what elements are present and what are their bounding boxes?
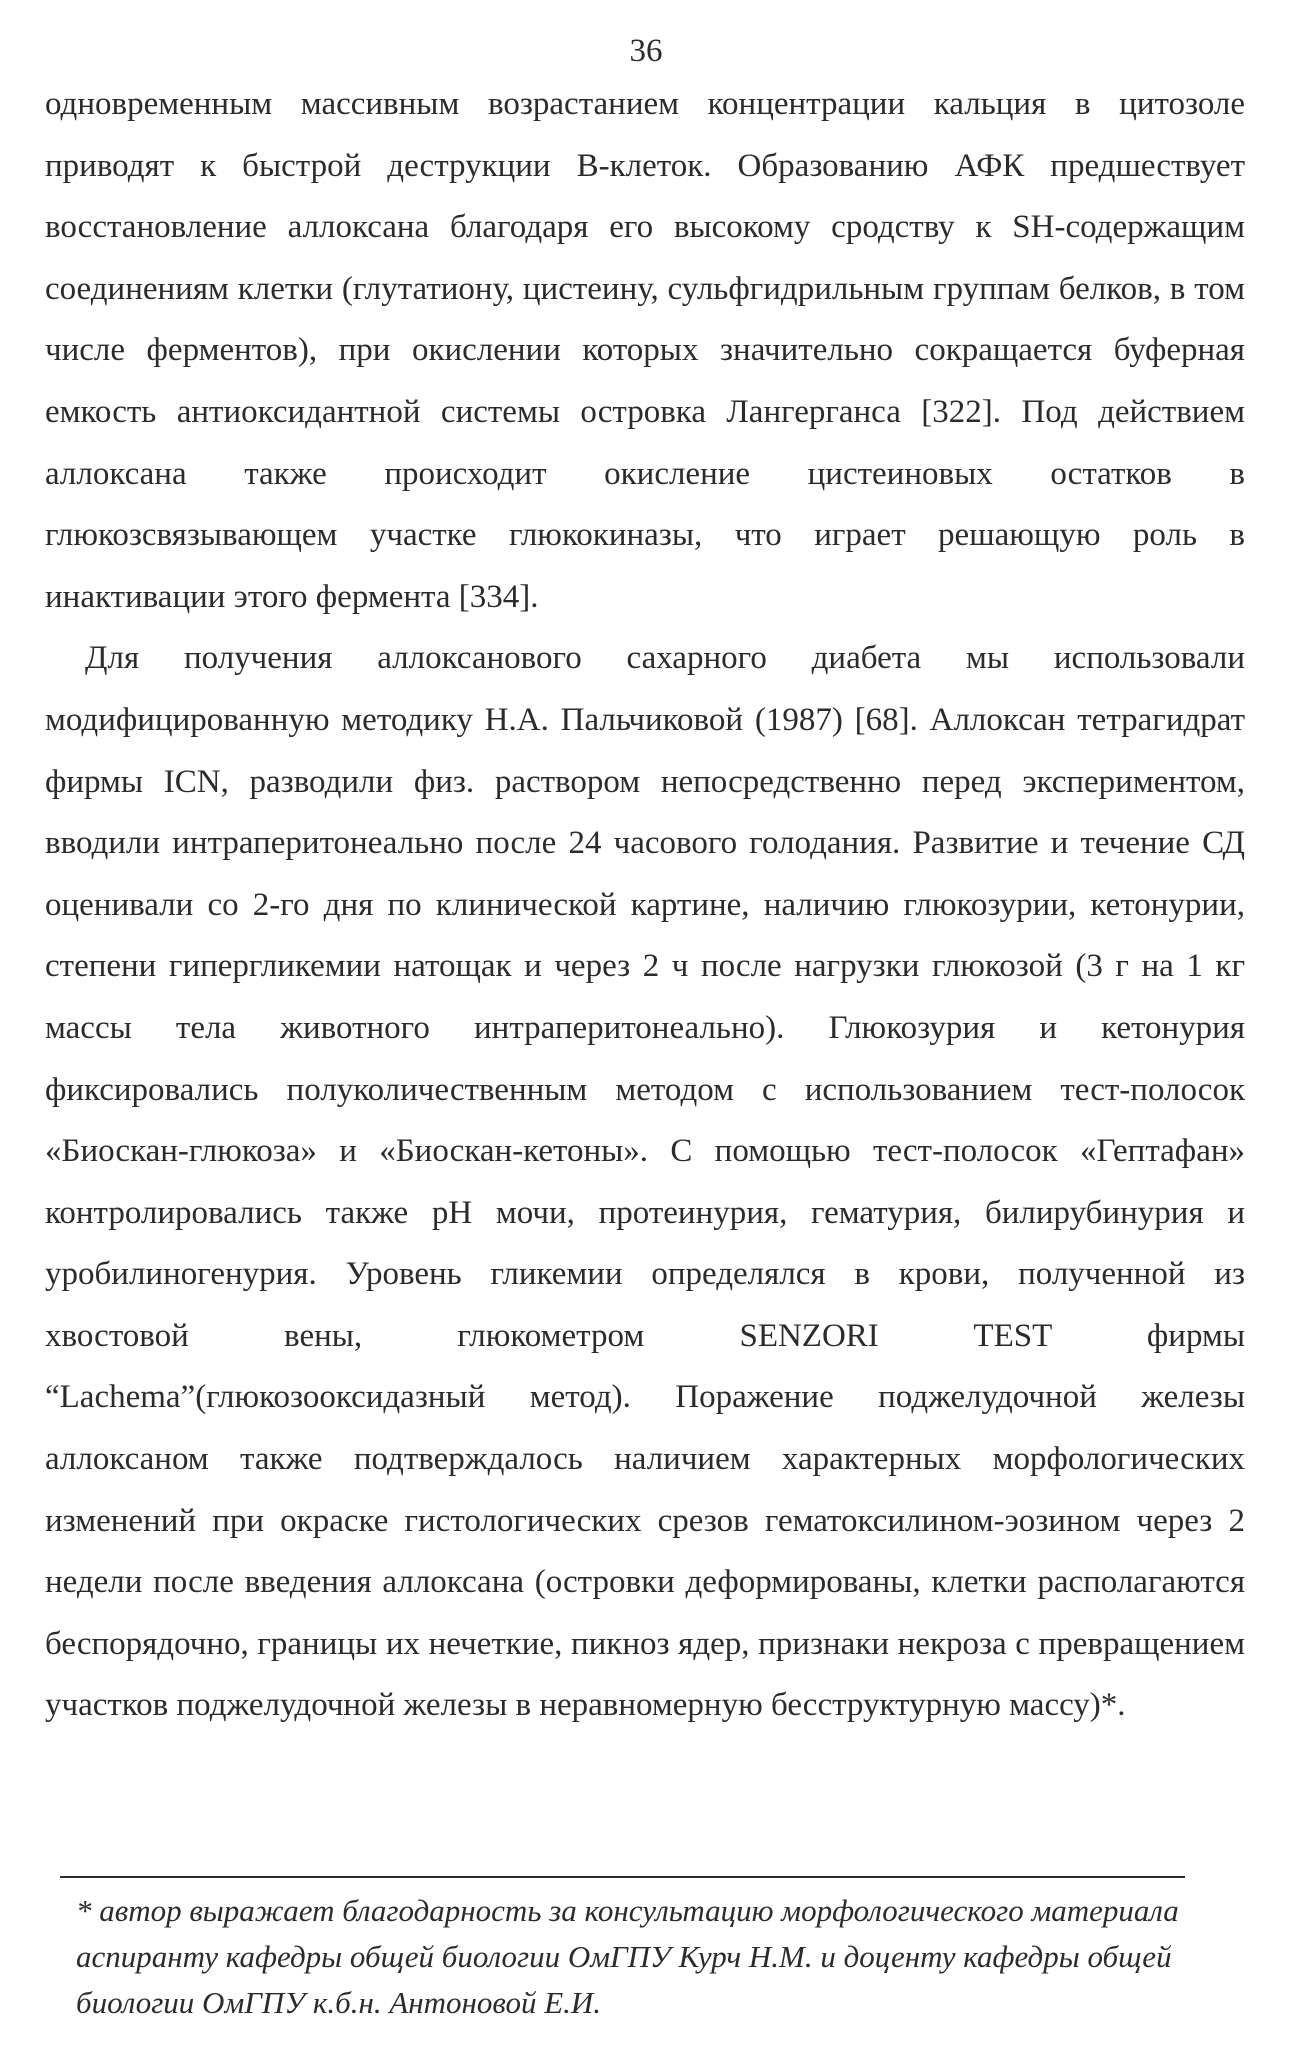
footnote: * автор выражает благодарность за консультацию морфологического материала аспиранту кафедры общей биологии ОмГПУ Курч Н.М. и доценту кафедры общей биологии ОмГПУ к.б.н. Антоновой Е.И. [76, 1893, 1179, 2020]
paragraph-2: Для получения аллоксанового сахарного диабета мы использовали модифицированную методику Н.А. Пальчиковой (1987) [68]. Аллоксан тетрагидрат фирмы ICN, разводили физ. раствором непосредственно перед экспериментом, вводили интраперитонеально после 24 часового голодания. Развитие и течение СД оценивали со 2-го дня по клинической картине, наличию глюкозурии, кетонурии, степени гипергликемии натощак и через 2 ч после нагрузки глюкозой (3 г на 1 кг массы тела животного интраперитонеально). Глюкозурия и кетонурия фиксировались полуколичественным методом с использованием тест-полосок «Биоскан-глюкоза» и «Биоскан-кетоны». С помощью тест-полосок «Гептафан» контролировались также рН мочи, протеинурия, гематурия, билирубинурия и уробилиногенурия. Уровень гликемии определялся в крови, полученной из хвостовой вены, глюкометром SENZORI TEST фирмы “Lachema”(глюкозооксидазный метод). Поражение поджелудочной железы аллоксаном также подтверждалось наличием характерных морфологических изменений при окраске гистологических срезов гематоксилином-эозином через 2 недели после введения аллоксана (островки деформированы, клетки располагаются беспорядочно, границы их нечеткие, пикноз ядер, признаки некроза с превращением участков поджелудочной железы в неравномерную бесструктурную массу)*. [45, 640, 1245, 1724]
page-number: 36 [629, 33, 663, 69]
body-text [45, 74, 1245, 1737]
footnote-separator [60, 1876, 1185, 1878]
paragraph-1: одновременным массивным возрастанием концентрации кальция в цитозоле приводят к быстрой деструкции В-клеток. Образованию АФК предшествует восстановление аллоксана благодаря его высокому сродству к SH-содержащим соединениям клетки (глутатиону, цистеину, сульфгидрильным группам белков, в том числе ферментов), при окислении которых значительно сокращается буферная емкость антиоксидантной системы островка Лангерганса [322]. Под действием аллоксана также происходит окисление цистеиновых остатков в глюкозсвязывающем участке глюкокиназы, что играет решающую роль в инактивации этого фермента [334]. [45, 86, 1245, 615]
